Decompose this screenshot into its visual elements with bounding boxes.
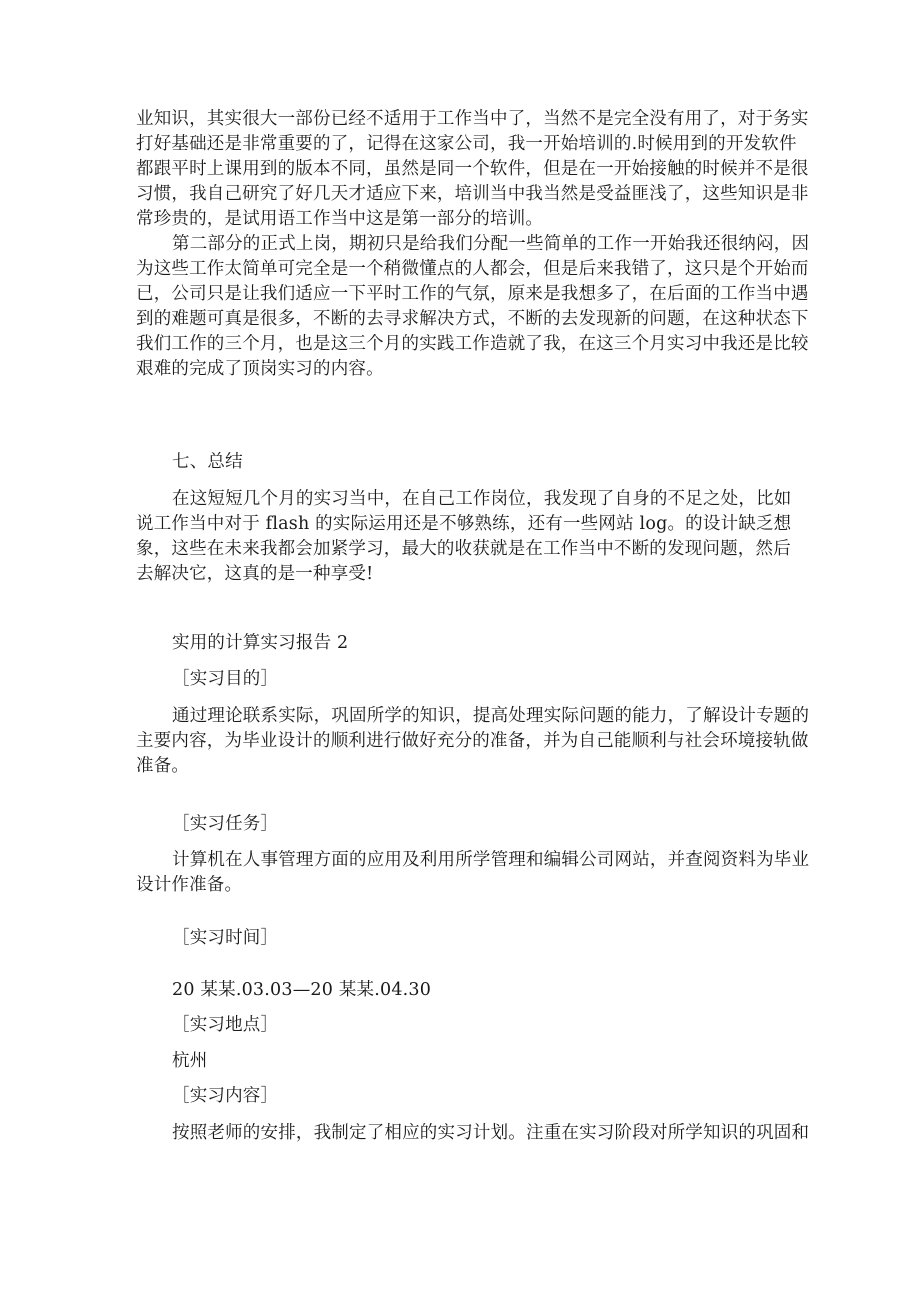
section-heading-purpose: ［实习目的］ <box>172 669 279 689</box>
text-line: 为这些工作太简单可完全是一个稍微懂点的人都会，但是后来我错了，这只是个开始而 <box>136 259 809 279</box>
text-line: 设计作准备。 <box>136 875 243 895</box>
paragraph-content <box>136 1121 810 1146</box>
text-line: 都跟平时上课用到的版本不同，虽然是同一个软件，但是在一开始接触的时候并不是很 <box>136 159 809 179</box>
text-line: 第二部分的正式上岗，期初只是给我们分配一些简单的工作一开始我还很纳闷，因 <box>172 234 810 254</box>
text-line: 业知识，其实很大一部份已经不适用于工作当中了，当然不是完全没有用了，对于务实 <box>136 109 809 129</box>
text-line: 习惯，我自己研究了好几天才适应下来，培训当中我当然是受益匪浅了，这些知识是非 <box>136 184 809 204</box>
paragraph-training-part1 <box>136 107 809 232</box>
text-line: 准备。 <box>136 756 190 776</box>
text-line: 说工作当中对于 flash 的实际运用还是不够熟练，还有一些网站 log。的设计缺乏想 <box>136 514 792 534</box>
paragraph-summary <box>136 487 792 587</box>
report-title: 实用的计算实习报告 2 <box>172 633 349 653</box>
text-line: 通过理论联系实际，巩固所学的知识，提高处理实际问题的能力，了解设计专题的 <box>172 706 810 726</box>
section-heading-time: ［实习时间］ <box>172 928 279 948</box>
text-line: 已，公司只是让我们适应一下平时工作的气氛，原来是我想多了，在后面的工作当中遇 <box>136 284 809 304</box>
text-line: 打好基础还是非常重要的了，记得在这家公司，我一开始培训的.时候用到的开发软件 <box>136 134 797 154</box>
internship-dates: 20 某某.03.03—20 某某.04.30 <box>172 980 432 1000</box>
section-heading-summary: 七、总结 <box>172 452 243 472</box>
section-heading-task: ［实习任务］ <box>172 814 279 834</box>
paragraph-purpose <box>136 704 810 779</box>
text-line: 按照老师的安排，我制定了相应的实习计划。注重在实习阶段对所学知识的巩固和 <box>172 1123 810 1143</box>
internship-place: 杭州 <box>172 1051 208 1071</box>
text-line: 常珍贵的，是试用语工作当中这是第一部分的培训。 <box>136 209 544 229</box>
text-line: 到的难题可真是很多，不断的去寻求解决方式，不断的去发现新的问题，在这种状态下 <box>136 309 809 329</box>
text-line: 去解决它，这真的是一种享受! <box>136 564 374 584</box>
section-heading-content: ［实习内容］ <box>172 1086 279 1106</box>
text-line: 主要内容，为毕业设计的顺利进行做好充分的准备，并为自己能顺利与社会环境接轨做 <box>136 731 809 751</box>
section-heading-place: ［实习地点］ <box>172 1015 279 1035</box>
text-line: 在这短短几个月的实习当中，在自己工作岗位，我发现了自身的不足之处，比如 <box>172 489 792 509</box>
text-line: 艰难的完成了顶岗实习的内容。 <box>136 359 384 379</box>
text-line: 计算机在人事管理方面的应用及利用所学管理和编辑公司网站，并查阅资料为毕业 <box>172 850 810 870</box>
paragraph-task <box>136 848 810 898</box>
paragraph-training-part2 <box>136 232 810 382</box>
text-line: 我们工作的三个月，也是这三个月的实践工作造就了我，在这三个月实习中我还是比较 <box>136 334 809 354</box>
text-line: 象，这些在未来我都会加紧学习，最大的收获就是在工作当中不断的发现问题，然后 <box>136 539 791 559</box>
